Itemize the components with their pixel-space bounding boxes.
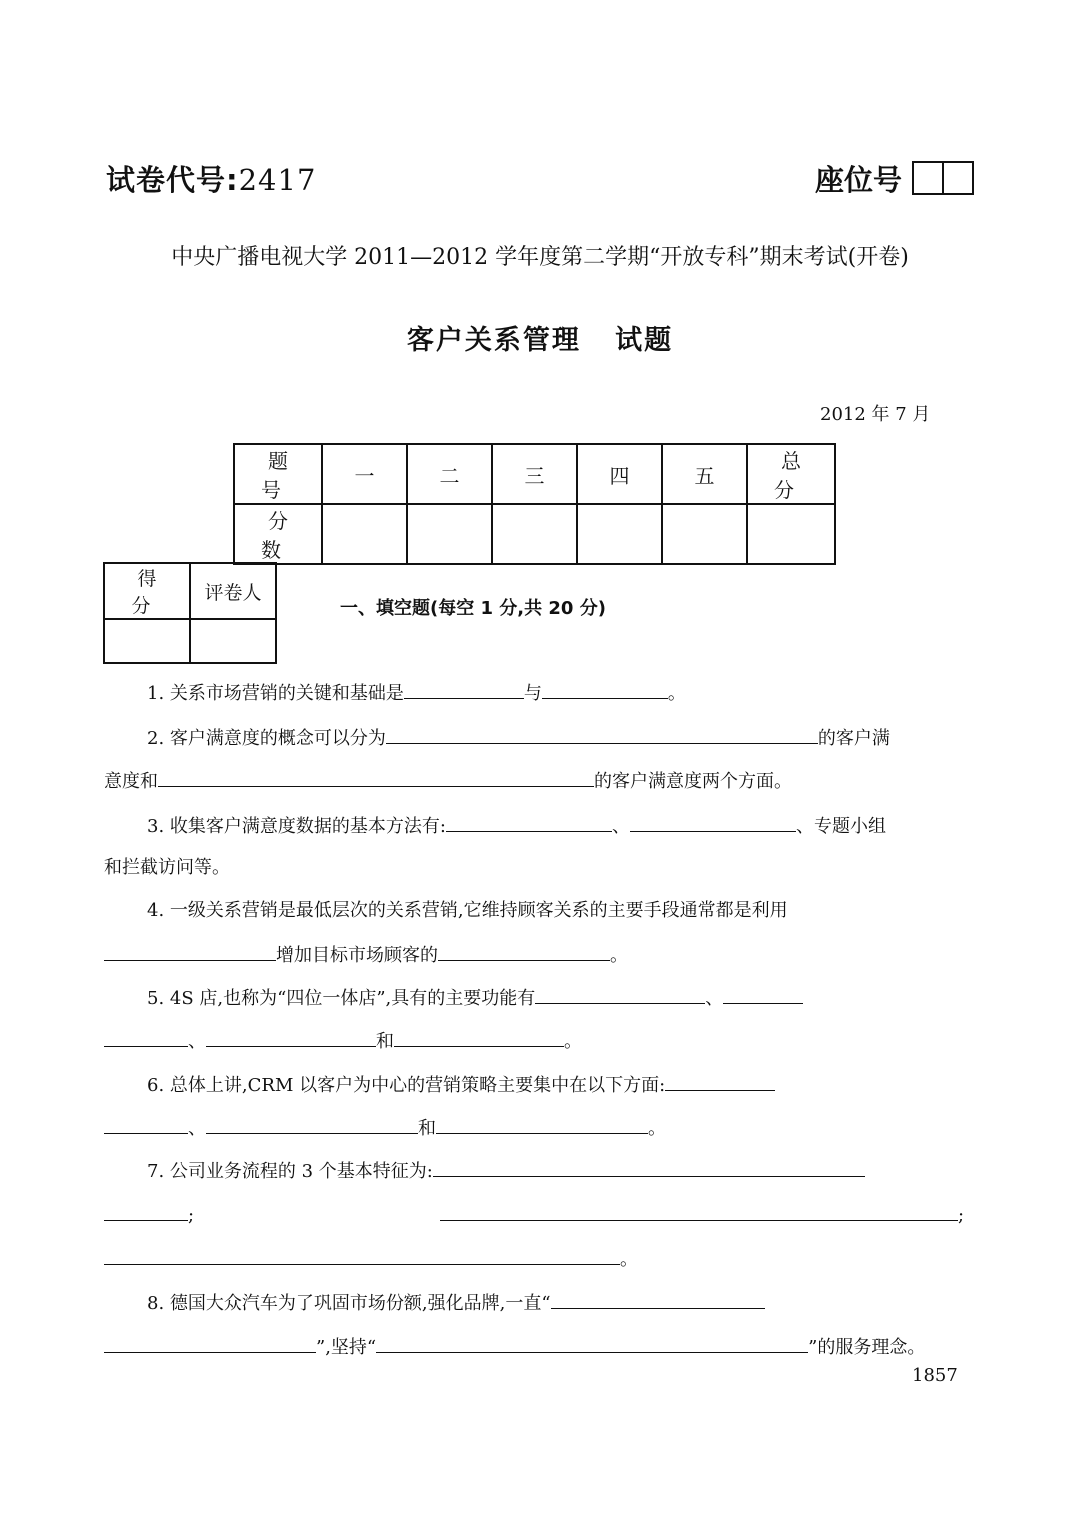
score-input-cell xyxy=(322,504,407,564)
grader-score-cell xyxy=(104,619,190,663)
grader-label: 评卷人 xyxy=(190,563,276,619)
q6-text: 6. 总体上讲,CRM 以客户为中心的营销策略主要集中在以下方面: xyxy=(147,1075,666,1096)
score-cell-q1: 一 xyxy=(322,444,407,504)
score-table xyxy=(233,443,836,565)
q7-text: 。 xyxy=(620,1249,638,1270)
q8-text: ”,坚持“ xyxy=(316,1337,377,1358)
seat-number-label: 座位号 xyxy=(815,163,903,197)
seat-number-boxes xyxy=(912,161,974,195)
score-cell-q2: 二 xyxy=(407,444,492,504)
answer-blank xyxy=(386,725,818,744)
answer-blank xyxy=(542,680,668,699)
score-cell-q5: 五 xyxy=(662,444,747,504)
paper-code-value: 2417 xyxy=(238,163,317,197)
q6-text: 。 xyxy=(648,1118,666,1139)
answer-blank xyxy=(665,1072,775,1091)
q4-text: 4. 一级关系营销是最低层次的关系营销,它维持顾客关系的主要手段通常都是利用 xyxy=(147,900,788,921)
score-input-cell xyxy=(662,504,747,564)
answer-blank xyxy=(438,942,610,961)
score-cell-q3: 三 xyxy=(492,444,577,504)
q1-text: 。 xyxy=(667,683,686,704)
question-2-cont xyxy=(104,768,792,794)
page-number: 1857 xyxy=(912,1365,958,1386)
q3-text: 、 xyxy=(611,816,630,837)
q3-text: 3. 收集客户满意度数据的基本方法有: xyxy=(147,816,446,837)
question-4-cont xyxy=(104,942,628,968)
answer-blank xyxy=(206,1115,418,1134)
q5-text: 、 xyxy=(705,988,724,1009)
q4-text: 。 xyxy=(610,945,628,966)
question-6 xyxy=(147,1072,775,1098)
q7-text: ; xyxy=(958,1205,965,1226)
question-5-cont xyxy=(104,1028,582,1054)
question-1 xyxy=(147,680,686,706)
exam-date: 2012 年 7 月 xyxy=(820,404,931,425)
question-2 xyxy=(147,725,890,751)
answer-blank xyxy=(630,813,796,832)
score-input-cell xyxy=(577,504,662,564)
q2-text: 意度和 xyxy=(104,771,158,792)
score-input-cell xyxy=(492,504,577,564)
grader-score-label: 得 分 xyxy=(104,563,190,619)
q6-text: 、 xyxy=(188,1118,206,1139)
answer-blank xyxy=(104,1115,188,1134)
q1-text: 1. 关系市场营销的关键和基础是 xyxy=(147,683,404,704)
question-7-cont2 xyxy=(440,1202,964,1228)
q3-text: 、专题小组 xyxy=(795,816,886,837)
q1-text: 与 xyxy=(523,683,542,704)
q2-text: 的客户满 xyxy=(817,728,890,749)
q7-text: 7. 公司业务流程的 3 个基本特征为: xyxy=(147,1161,433,1182)
question-8-cont xyxy=(104,1334,925,1360)
q5-text: 、 xyxy=(188,1031,206,1052)
q8-text: ”的服务理念。 xyxy=(808,1337,926,1358)
score-row-label: 分 数 xyxy=(234,504,322,564)
answer-blank xyxy=(440,1202,958,1221)
q2-text: 2. 客户满意度的概念可以分为 xyxy=(147,728,386,749)
question-7 xyxy=(147,1158,865,1184)
question-6-cont xyxy=(104,1115,666,1141)
question-7-cont xyxy=(104,1202,194,1228)
q5-text: 。 xyxy=(564,1031,582,1052)
q5-text: 和 xyxy=(376,1031,394,1052)
score-cell-label: 题 号 xyxy=(234,444,322,504)
answer-blank xyxy=(433,1158,865,1177)
score-table-score-row xyxy=(234,504,835,564)
answer-blank xyxy=(206,1028,376,1047)
q2-text: 的客户满意度两个方面。 xyxy=(594,771,792,792)
answer-blank xyxy=(104,1202,188,1221)
score-input-cell xyxy=(747,504,835,564)
answer-blank xyxy=(723,985,803,1004)
question-3-cont xyxy=(104,856,230,880)
exam-title: 客户关系管理 试题 xyxy=(406,325,674,356)
paper-code-label: 试卷代号: xyxy=(106,163,239,197)
answer-blank xyxy=(551,1290,765,1309)
question-5 xyxy=(147,985,803,1011)
answer-blank xyxy=(158,768,594,787)
answer-blank xyxy=(535,985,705,1004)
answer-blank xyxy=(446,813,612,832)
answer-blank xyxy=(104,1028,188,1047)
q7-text: ; xyxy=(188,1205,195,1226)
answer-blank xyxy=(104,1246,620,1265)
answer-blank xyxy=(376,1334,808,1353)
question-7-cont3 xyxy=(104,1246,638,1272)
grader-name-cell xyxy=(190,619,276,663)
q6-text: 和 xyxy=(418,1118,436,1139)
section-title: 一、填空题(每空 1 分,共 20 分) xyxy=(340,598,606,619)
exam-header: 中央广播电视大学 2011—2012 学年度第二学期“开放专科”期末考试(开卷) xyxy=(171,245,909,270)
score-cell-q4: 四 xyxy=(577,444,662,504)
question-8 xyxy=(147,1290,765,1316)
grader-table xyxy=(103,562,277,664)
score-input-cell xyxy=(407,504,492,564)
answer-blank xyxy=(104,942,276,961)
q3-text: 和拦截访问等。 xyxy=(104,857,230,878)
score-cell-total: 总 分 xyxy=(747,444,835,504)
answer-blank xyxy=(394,1028,564,1047)
question-4 xyxy=(147,899,788,923)
answer-blank xyxy=(404,680,524,699)
q5-text: 5. 4S 店,也称为“四位一体店”,具有的主要功能有 xyxy=(147,988,536,1009)
paper-code xyxy=(106,158,316,199)
answer-blank xyxy=(436,1115,648,1134)
q8-text: 8. 德国大众汽车为了巩固市场份额,强化品牌,一直“ xyxy=(147,1293,551,1314)
question-3 xyxy=(147,813,886,839)
answer-blank xyxy=(104,1334,316,1353)
score-table-header-row xyxy=(234,444,835,504)
q4-text: 增加目标市场顾客的 xyxy=(276,945,438,966)
